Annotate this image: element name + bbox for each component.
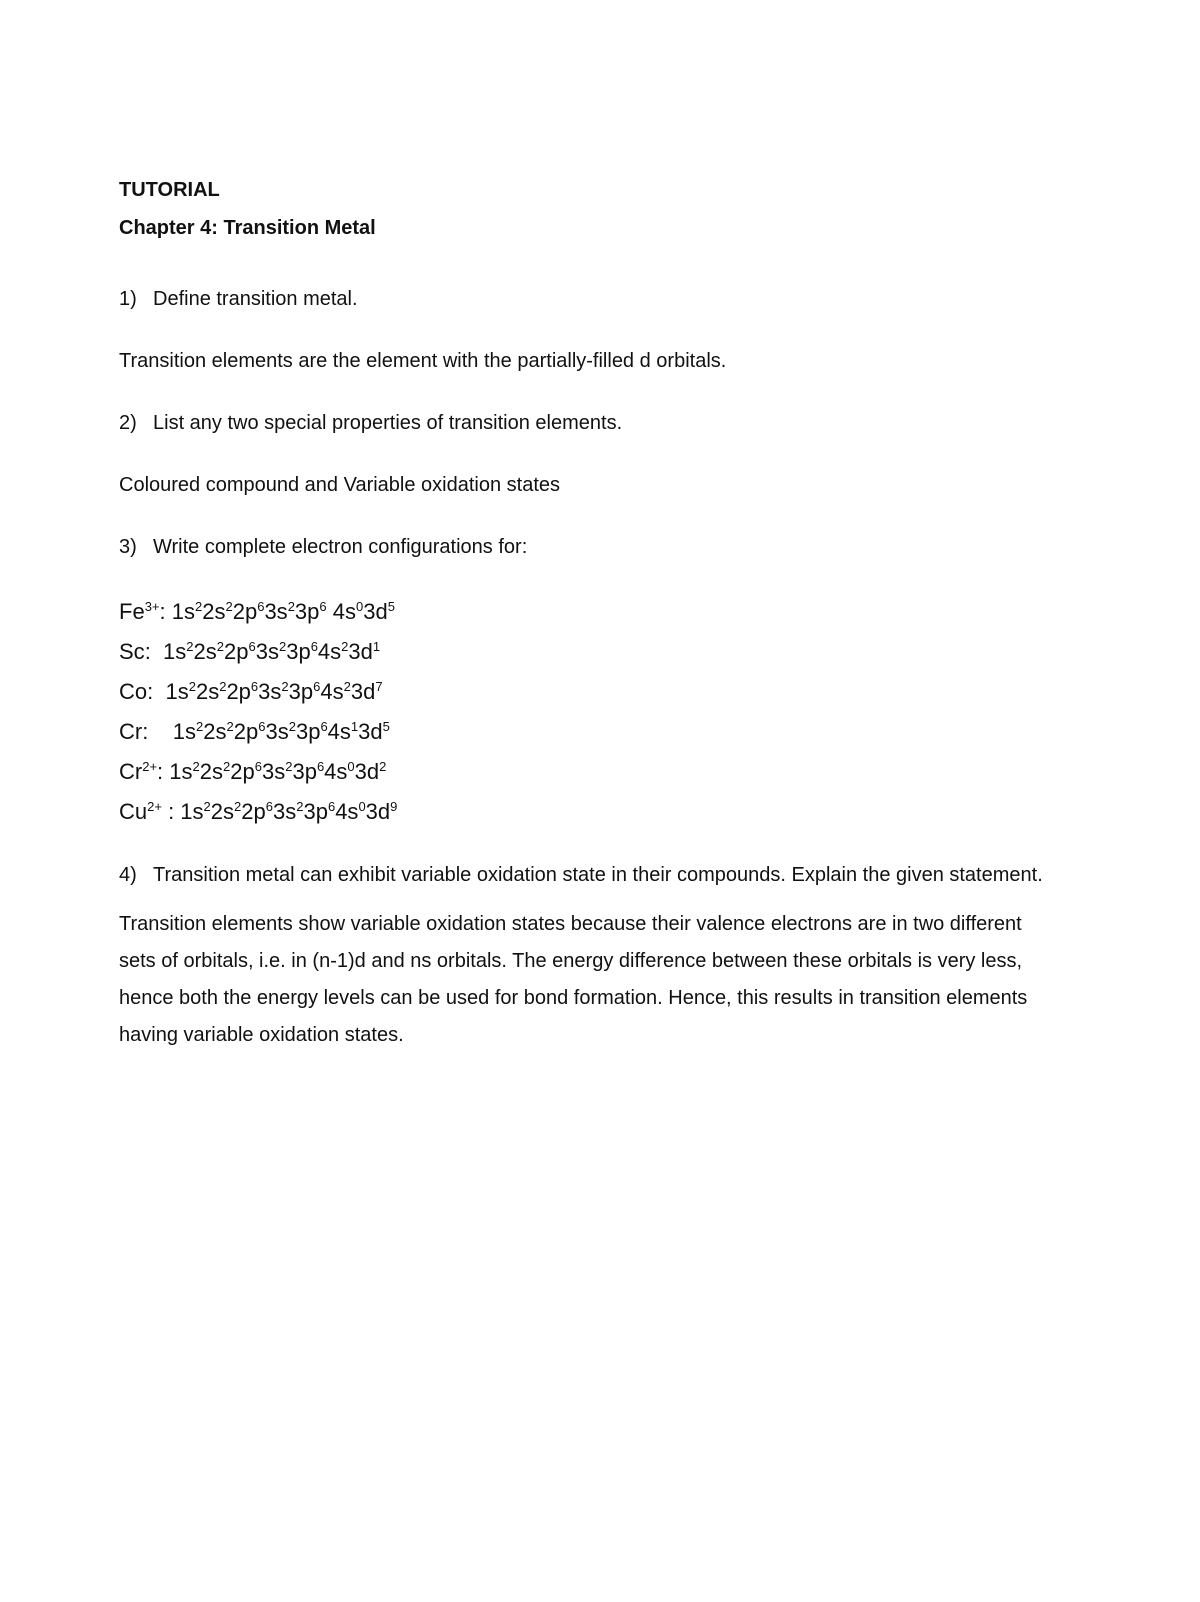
electron-config: $1s^22s^22p^63s^23p^64s^03d^9$ [180,799,398,824]
ion-symbol: Co [119,679,148,704]
electron-config: $1s^22s^22p^63s^23p^6$ $4s^03d^5$ [171,599,395,624]
answer-line: Transition elements show variable oxidation states because their valence electrons are in two different [119,913,1022,935]
separator: : [142,719,173,744]
question-2 [119,404,1109,442]
document-title: TUTORIAL [119,179,220,201]
electron-config: $1s^22s^22p^63s^23p^64s^23d^1$ [163,639,381,664]
chapter-heading: Chapter 4: Transition Metal [119,217,376,239]
config-line [119,752,1109,792]
config-line [119,632,1109,672]
separator: : [161,799,181,824]
ion-symbol: $Cu^{2+}$ [119,799,162,824]
ion-symbol: Sc [119,639,145,664]
separator: : [144,639,164,664]
config-line [119,592,1109,632]
question-1 [119,280,1109,318]
question-text: Transition metal can exhibit variable oxidation state in their compounds. Explain the given statement. [153,864,1043,886]
question-text: Write complete electron configurations for: [153,536,528,558]
electron-config: $1s^22s^22p^63s^23p^64s^23d^7$ [165,679,383,704]
answer-1: Transition elements are the element with the partially-filled d orbitals. [119,350,727,372]
question-number: 3) [119,536,137,558]
question-text: List any two special properties of transition elements. [153,412,623,434]
answer-line: sets of orbitals, i.e. in (n-1)d and ns orbitals. The energy difference between these orbitals is very less, [119,950,1023,972]
document-content [119,178,1109,1054]
question-number: 1) [119,288,137,310]
question-number: 4) [119,864,137,886]
separator: : [159,599,172,624]
config-line [119,672,1109,712]
question-number: 2) [119,412,137,434]
electron-configurations [119,592,1109,832]
ion-symbol: $Fe^{3+}$ [119,599,160,624]
config-line [119,712,1109,752]
electron-config: $1s^22s^22p^63s^23p^64s^13d^5$ [172,719,390,744]
ion-symbol: Cr [119,719,143,744]
answer-line: having variable oxidation states. [119,1024,404,1046]
separator: : [157,759,170,784]
electron-config: $1s^22s^22p^63s^23p^64s^03d^2$ [169,759,387,784]
answer-2: Coloured compound and Variable oxidation states [119,474,561,496]
separator: : [147,679,166,704]
question-text: Define transition metal. [153,288,358,310]
answer-4 [119,906,1109,1054]
config-line [119,792,1109,832]
answer-line: hence both the energy levels can be used for bond formation. Hence, this results in transition elements [119,987,1028,1009]
ion-symbol: $Cr^{2+}$ [119,759,158,784]
question-4 [119,856,1109,894]
question-3 [119,528,1109,566]
